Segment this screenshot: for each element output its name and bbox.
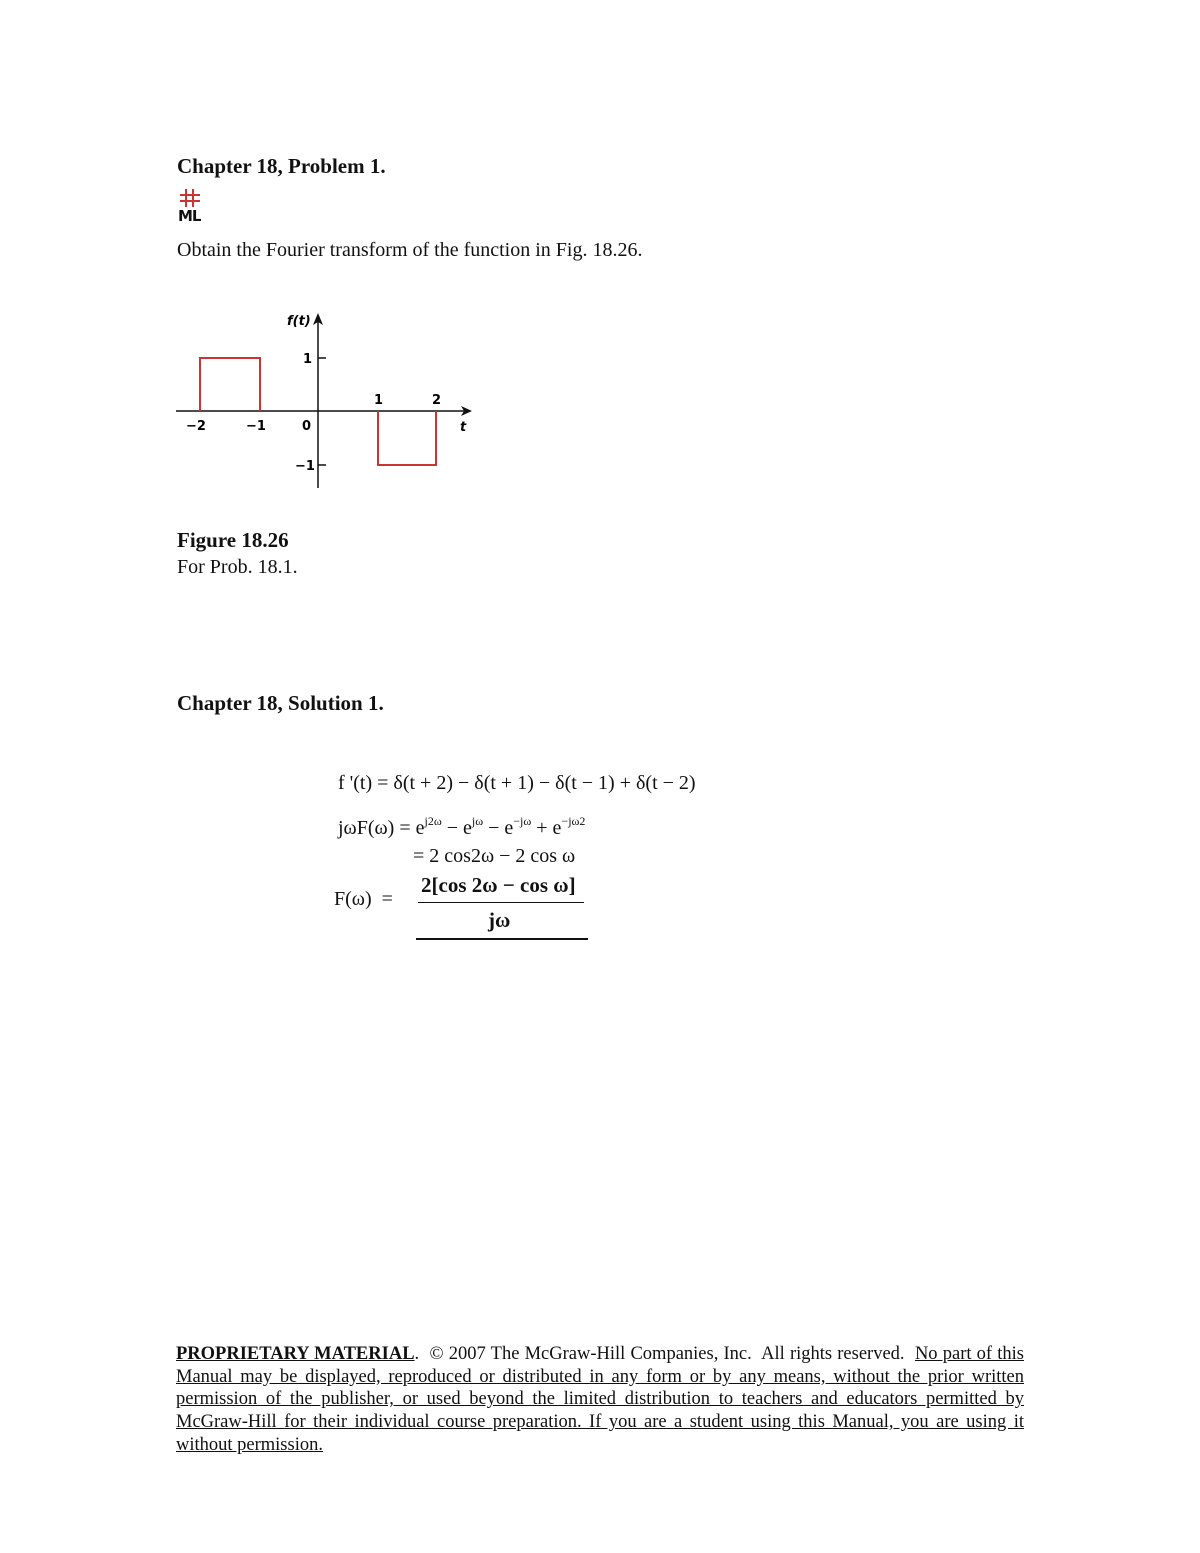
hash-icon	[178, 188, 202, 208]
problem-prompt: Obtain the Fourier transform of the function in Fig. 18.26.	[177, 239, 643, 261]
usage-restriction-text: No part of this Manual may be displayed, reproduced or distributed in any form or by any means, without the prior written permission of the publisher, or used beyond the limited distribution to teachers and educators permitted by McGraw-Hill for their individual course preparation. If you are a student using this Manual, you are using it without permission.	[176, 1344, 1025, 1455]
problem-heading: Chapter 18, Problem 1.	[177, 154, 386, 178]
solution-line-2	[338, 814, 585, 840]
copyright-text: . © 2007 The McGraw-Hill Companies, Inc. All rights reserved.	[414, 1344, 915, 1364]
solution-line-1: f '(t) = δ(t + 2) − δ(t + 1) − δ(t − 1) + δ(t − 2)	[338, 772, 696, 794]
x-axis-label: t	[460, 420, 467, 435]
solution-heading: Chapter 18, Solution 1.	[177, 691, 384, 715]
line2-exp4: −jω2	[561, 814, 586, 828]
line2-exp1: j2ω	[424, 814, 442, 828]
proprietary-notice	[176, 1343, 1024, 1457]
line2-mid3: + e	[531, 817, 562, 839]
y-axis-label: f(t)	[287, 314, 311, 329]
y-tick-label-1: 1	[303, 352, 313, 367]
line2-exp3: −jω	[513, 814, 532, 828]
proprietary-label: PROPRIETARY MATERIAL	[176, 1344, 415, 1364]
y-tick-label-minus-1: −1	[295, 459, 315, 474]
figure-caption-title: Figure 18.26	[177, 528, 289, 552]
pulse-positive	[200, 358, 260, 411]
final-answer-underline	[416, 938, 588, 940]
x-tick-label-minus-2: −2	[186, 419, 206, 434]
final-numerator: 2[cos 2ω − cos ω]	[421, 873, 576, 897]
pulse-negative	[378, 411, 436, 465]
final-lhs: F(ω) =	[334, 888, 393, 910]
line2-mid1: − e	[441, 817, 472, 839]
solution-line-3: = 2 cos2ω − 2 cos ω	[413, 845, 576, 867]
x-tick-label-1: 1	[374, 393, 384, 408]
figure-caption-text: For Prob. 18.1.	[177, 556, 298, 578]
x-tick-label-minus-1: −1	[246, 419, 266, 434]
fraction-bar	[418, 902, 584, 903]
line2-prefix: jωF(ω) = e	[338, 817, 425, 839]
ml-logo-text: ML	[178, 207, 201, 225]
line2-exp2: jω	[471, 814, 484, 828]
line2-mid2: − e	[483, 817, 514, 839]
ml-logo	[178, 188, 218, 228]
final-denominator: jω	[488, 908, 511, 932]
figure-18-26	[168, 300, 488, 500]
x-tick-label-0: 0	[302, 419, 312, 434]
x-tick-label-2: 2	[432, 393, 442, 408]
